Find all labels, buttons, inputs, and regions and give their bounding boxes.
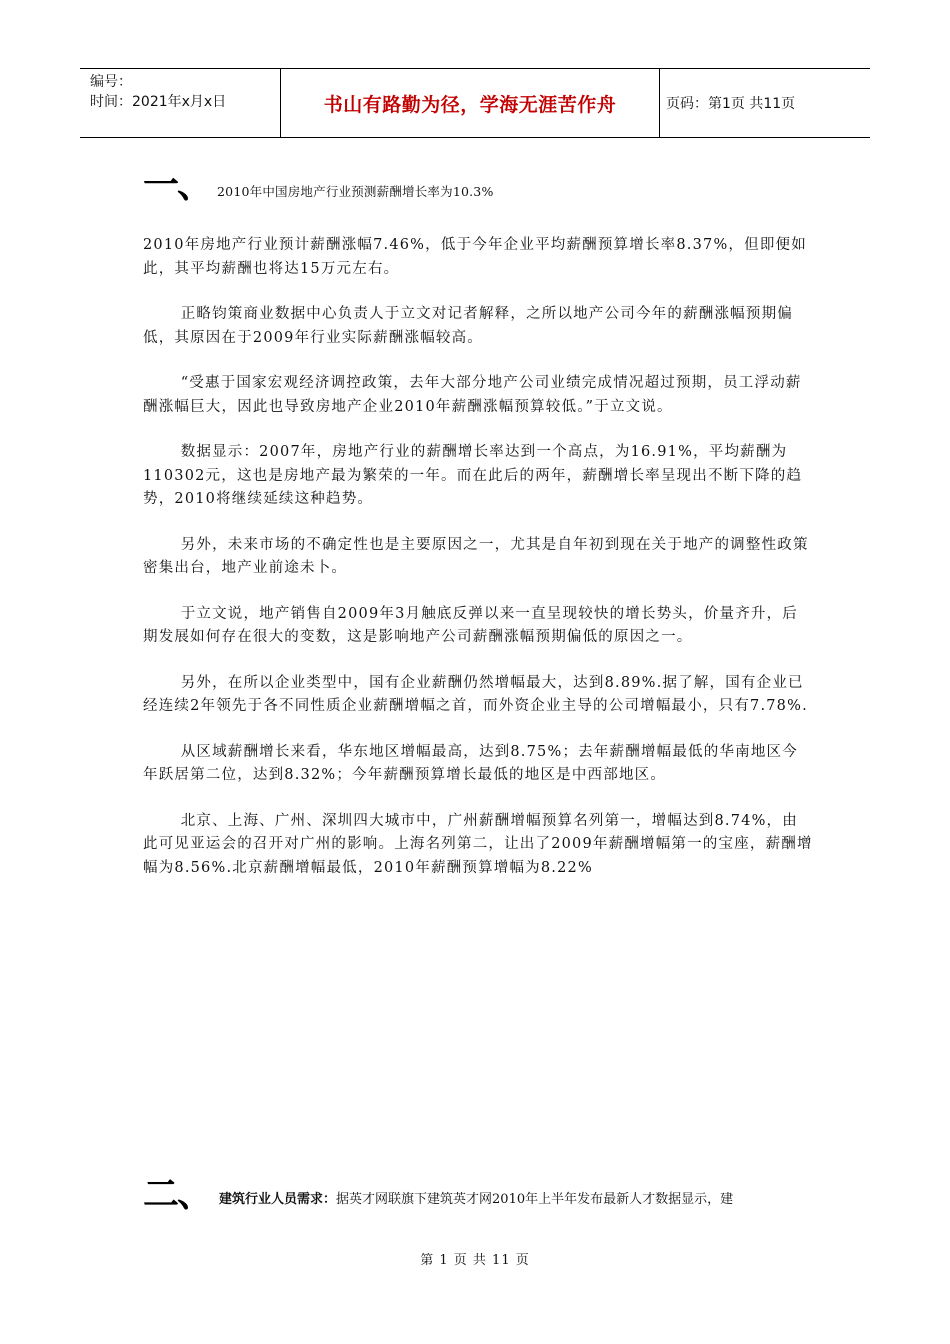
section-1-title xyxy=(143,166,494,206)
header-page-number: 页码：第1页 共11页 xyxy=(666,96,796,112)
section-2-numeral: 二、 xyxy=(143,1174,212,1215)
section-1-numeral: 一、 xyxy=(143,165,212,206)
header-info xyxy=(90,72,226,112)
paragraph: 北京、上海、广州、深圳四大城市中，广州薪酬增幅预算名列第一，增幅达到8.74%，由此可见亚运会的召开对广州的影响。上海名列第二，让出了2009年薪酬增幅第一的宝座，薪酬增幅为8.56%.北京薪酬增幅最低，2010年薪酬预算增幅为8.22% xyxy=(143,812,813,876)
paragraph: 于立文说，地产销售自2009年3月触底反弹以来一直呈现较快的增长势头，价量齐升，后期发展如何存在很大的变数，这是影响地产公司薪酬涨幅预期偏低的原因之一。 xyxy=(143,605,799,645)
paragraph: 另外，在所以企业类型中，国有企业薪酬仍然增幅最大，达到8.89%.据了解，国有企业已经连续2年领先于各不同性质企业薪酬增幅之首，而外资企业主导的公司增幅最小，只有7.78%. xyxy=(143,674,808,714)
paragraph: 数据显示：2007年，房地产行业的薪酬增长率达到一个高点，为16.91%，平均薪酬为110302元，这也是房地产最为繁荣的一年。而在此后的两年，薪酬增长率呈现出不断下降的趋势，2010将继续延续这种趋势。 xyxy=(143,444,803,507)
article-body xyxy=(143,234,813,902)
section-2-heading: 建筑行业人员需求： xyxy=(219,1192,337,1207)
header-motto: 书山有路勤为径，学海无涯苦作舟 xyxy=(323,93,617,116)
document-number-label: 编号： xyxy=(90,74,132,90)
document-time-label: 时间：2021年x月x日 xyxy=(90,94,227,110)
page-header xyxy=(80,68,870,138)
paragraph: 从区域薪酬增长来看，华东地区增幅最高，达到8.75%；去年薪酬增幅最低的华南地区今年跃居第二位，达到8.32%；今年薪酬预算增长最低的地区是中西部地区。 xyxy=(143,743,798,783)
paragraph: 另外，未来市场的不确定性也是主要原因之一，尤其是自年初到现在关于地产的调整性政策密集出台，地产业前途未卜。 xyxy=(143,536,809,576)
page-footer: 第 1 页 共 11 页 xyxy=(420,1253,530,1268)
section-2-text: 据英才网联旗下建筑英才网2010年上半年发布最新人才数据显示，建 xyxy=(336,1192,734,1207)
header-divider xyxy=(659,69,660,137)
section-2-title xyxy=(143,1175,823,1215)
section-2-line xyxy=(219,1188,733,1215)
paragraph: 2010年房地产行业预计薪酬涨幅7.46%，低于今年企业平均薪酬预算增长率8.37%，但即便如此，其平均薪酬也将达15万元左右。 xyxy=(143,237,807,277)
section-1-heading: 2010年中国房地产行业预测薪酬增长率为10.3% xyxy=(217,184,494,199)
paragraph: “受惠于国家宏观经济调控政策，去年大部分地产公司业绩完成情况超过预期，员工浮动薪酬涨幅巨大，因此也导致房地产企业2010年薪酬涨幅预算较低。”于立文说。 xyxy=(143,375,802,415)
paragraph: 正略钧策商业数据中心负责人于立文对记者解释，之所以地产公司今年的薪酬涨幅预期偏低，其原因在于2009年行业实际薪酬涨幅较高。 xyxy=(143,306,793,346)
